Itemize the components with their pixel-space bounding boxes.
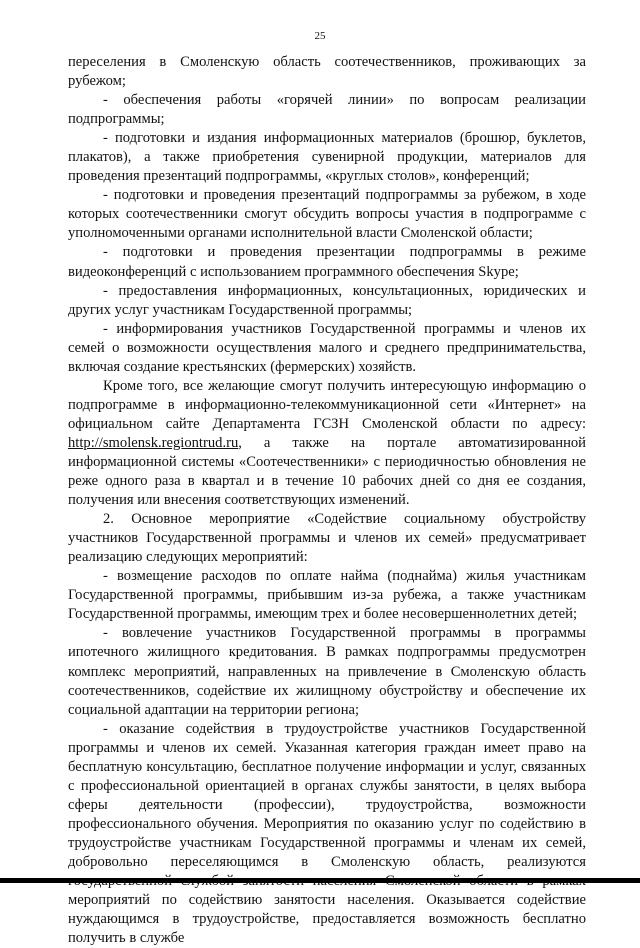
- list-item-videoconference: - подготовки и проведения презентации подпрограммы в режиме видеоконференций с использованием программного обеспечения Skype;: [68, 244, 586, 280]
- website-link[interactable]: http://smolensk.regiontrud.ru: [68, 434, 239, 451]
- paragraph-continuation: переселения в Смоленскую область соотечественников, проживающих за рубежом;: [68, 54, 586, 90]
- internet-text-after: , а также на портале автоматизированной информационной системы «Соотечественники» с периодичностью обновления не реже одного раза в квартал и в течение 10 рабочих дней со дня ее создания, получения или внесения соответствующих изменений.: [68, 434, 586, 509]
- document-body: [68, 53, 586, 948]
- list-item-publications: - подготовки и издания информационных материалов (брошюр, буклетов, плакатов), а также приобретения сувенирной продукции, материалов для проведения презентаций подпрограммы, «круглых столов», конференций;: [68, 130, 586, 185]
- list-item-employment: - оказание содействия в трудоустройстве участников Государственной программы и членов их семей. Указанная категория граждан имеет право на бесплатную консультацию, бесплатное получение информации и услуг, связанных с профессиональной ориентацией в органах службы занятости, в целях выбора сферы деятельности (профессии), трудоустройства, возможности профессионального обучения. Мероприятия по оказанию услуг по содействию в трудоустройстве участникам Государственной программы и членам их семей, добровольно переселяющимся в Смоленскую область, реализуются мероприятий по содействию занятости населения. Оказывается содействие нуждающимся в трудоустройстве, предоставляется возможность бесплатно получить в службе: [68, 720, 586, 947]
- list-item-business-info: - информирования участников Государственной программы и членов их семей о возможности осуществления малого и среднего предпринимательства, включая создание крестьянских (фермерских) хозяйств.: [68, 320, 586, 375]
- list-item-mortgage: - вовлечение участников Государственной программы в программы ипотечного жилищного кредитования. В рамках подпрограммы предусмотрен комплекс мероприятий, направленных на привлечение в Смоленскую область соотечественников, содействие их жилищному обустройству и обеспечение их социальной адаптации на территории региона;: [68, 625, 586, 718]
- list-item-hotline: - обеспечения работы «горячей линии» по вопросам реализации подпрограммы;: [68, 92, 586, 128]
- bottom-divider: [0, 878, 640, 883]
- page-number: 25: [314, 30, 326, 42]
- paragraph-internet-info: [68, 377, 586, 510]
- list-item-rent-reimbursement: - возмещение расходов по оплате найма (поднайма) жилья участникам Государственной программы, прибывшим из-за рубежа, а также участникам Государственной программы, имеющим трех и более несовершеннолетних детей;: [68, 568, 586, 623]
- internet-text-before: Кроме того, все желающие смогут получить интересующую информацию о подпрограмме в информационно-телекоммуникационной сети «Интернет» на официальном сайте Департамента ГСЗН Смоленской области по адресу:: [68, 377, 586, 432]
- list-item-services: - предоставления информационных, консультационных, юридических и других услуг участникам Государственной программы;: [68, 282, 586, 318]
- paragraph-main-measure-2: 2. Основное мероприятие «Содействие социальному обустройству участников Государственной программы и членов их семей» предусматривает реализацию следующих мероприятий:: [68, 511, 586, 566]
- list-item-presentations-abroad: - подготовки и проведения презентаций подпрограммы за рубежом, в ходе которых соотечественники смогут обсудить вопросы участия в подпрограмме с уполномоченными органами исполнительной власти Смоленской области;: [68, 187, 586, 242]
